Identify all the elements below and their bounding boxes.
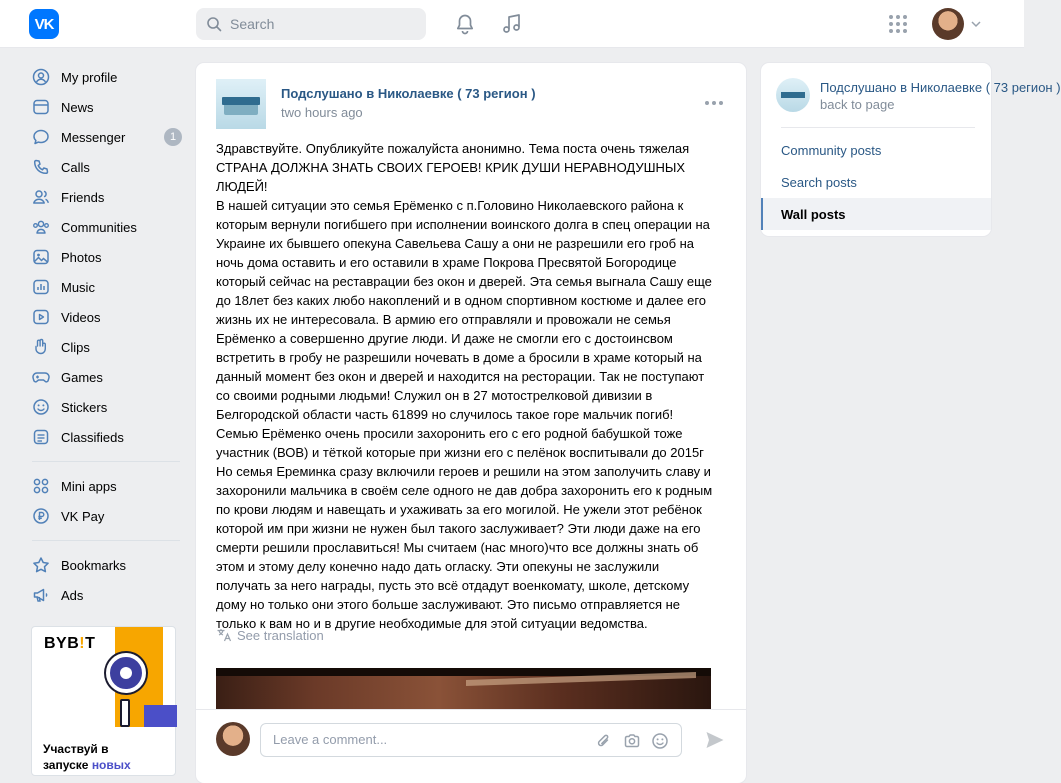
music-icon: [32, 278, 50, 296]
post-text: Здравствуйте. Опубликуйте пожалуйста анонимно. Тема поста очень тяжелая СТРАНА ДОЛЖНА ЗНАТЬ СВОИХ ГЕРОЕВ! КРИК ДУШИ НЕРАВНОДУШНЫХ ЛЮДЕЙ! В нашей ситуации это семья Ерёменко с п.Головино Николаевского района к которым вернули погибшего при исполнении воинского долга в спец операции на Украине их бывшего опекуна Савельева Сашу а они не разрешили его гроб на ночь дома оставить и его оставили в храме Покрова Пресвятой Богородице который сейчас на реставрации без окон и дверей. Эта семья выгнала Сашу еще до 18лет без каких любо накоплений и в одном спортивном костюме и далее его жизнь их не интересовала. В армию его отправляли и провожали не семья Ерёменко а совершенно другие люди. И даже не смогли его с достоинсвом встретить в гробу не разрешили ночевать в доме а бросили в храме который на данный момент без окон и дверей и находится на ресторации. Так не поступают со своими родными людьми! Служил он в 27 мотострелковой дивизии в Белгородской области часть 61899 но случилось такое горе мальчик погиб! Семью Ерёменко очень просили захоронить его с его родной бабушкой тоже участник (ВОВ) и тёткой которые при жизни его с пелёнок воспитывали до 2015г Но семья Ереминка сразу включили героев и решили на этом заполучить славу и захоронили мальчика в своём селе одного не дав добра захоронить его к родным по крови людям и навещать и ухаживать за его могилой. Не ужели этот ребёнок которой им при жизни не нужен был такого заслуживает? Эти люди даже на его смерти решили прославиться! Мы считаем (нас много)что все должны знать об этом и этому делу конечно надо дать огласку. Эти опекуны не заслужили получать за него награды, пусть это всё отдадут военкомату, школе, детскому дому но только они этого больше заслуживают. Это письмо отправляется не только к вам но и в другие необходимые для этой ситуации ведомства.: [216, 141, 713, 631]
ad-illustration-handle: [120, 699, 130, 727]
left-nav: [26, 62, 186, 610]
camera-icon[interactable]: [623, 732, 641, 750]
apps-grid-icon[interactable]: [888, 14, 908, 34]
search-input[interactable]: [230, 16, 420, 32]
ad-text: Участвуй в запуске новых: [43, 742, 131, 772]
magnifier-icon: [106, 653, 146, 693]
nav-label: Friends: [61, 189, 105, 205]
nav-label: My profile: [61, 69, 118, 85]
see-translation-label: See translation: [237, 627, 324, 643]
smile-icon: [32, 398, 50, 416]
sidebar-link-search-posts[interactable]: Search posts: [781, 174, 857, 190]
friends-icon: [32, 188, 50, 206]
nav-label: VK Pay: [61, 508, 105, 524]
post-author[interactable]: Подслушано в Николаевке ( 73 регион ): [281, 86, 536, 101]
nav-label: Mini apps: [61, 478, 117, 494]
nav-videos[interactable]: [26, 302, 186, 332]
nav-classifieds[interactable]: [26, 422, 186, 452]
profile-icon: [32, 68, 50, 86]
classifieds-icon: [32, 428, 50, 446]
chat-bubble-icon: [32, 128, 50, 146]
community-name[interactable]: Подслушано в Николаевке ( 73 регион ): [820, 80, 1061, 95]
ad-brand-logo: BYB!T: [44, 635, 96, 652]
search-icon: [206, 16, 222, 32]
community-avatar[interactable]: [216, 79, 266, 129]
nav-label: Messenger: [61, 129, 126, 145]
sidebar-divider: [781, 127, 975, 128]
nav-divider: [32, 461, 180, 462]
nav-label: News: [61, 99, 94, 115]
bell-icon[interactable]: [453, 12, 477, 36]
nav-vk-pay[interactable]: [26, 501, 186, 531]
comment-bar: [196, 709, 746, 768]
nav-label: Stickers: [61, 399, 108, 415]
nav-label: Bookmarks: [61, 557, 127, 573]
search-box[interactable]: [196, 8, 426, 40]
sidebar-link-community-posts[interactable]: Community posts: [781, 142, 882, 158]
send-icon[interactable]: [704, 729, 726, 751]
nav-music[interactable]: [26, 272, 186, 302]
nav-ads[interactable]: [26, 580, 186, 610]
clips-icon: [32, 338, 50, 356]
nav-label: Clips: [61, 339, 90, 355]
nav-games[interactable]: [26, 362, 186, 392]
nav-label: Games: [61, 369, 103, 385]
post-timestamp[interactable]: two hours ago: [281, 105, 363, 120]
nav-label: Calls: [61, 159, 90, 175]
nav-clips[interactable]: [26, 332, 186, 362]
translate-icon: [216, 627, 232, 643]
music-note-icon[interactable]: [500, 12, 524, 36]
star-icon: [32, 556, 50, 574]
nav-label: Ads: [61, 587, 84, 603]
emoji-icon[interactable]: [651, 732, 669, 750]
megaphone-icon: [32, 586, 50, 604]
nav-label: Classifieds: [61, 429, 124, 445]
user-avatar[interactable]: [932, 8, 964, 40]
gamepad-icon: [32, 368, 50, 386]
vk-pay-icon: [32, 507, 50, 525]
attach-icon[interactable]: [595, 732, 613, 750]
nav-photos[interactable]: [26, 242, 186, 272]
nav-label: Communities: [61, 219, 137, 235]
comment-input[interactable]: [273, 732, 573, 747]
nav-label: Music: [61, 279, 95, 295]
nav-friends[interactable]: [26, 182, 186, 212]
right-sidebar: [761, 63, 1061, 236]
sidebar-link-wall-posts[interactable]: Wall posts: [761, 198, 991, 230]
wall-post: [196, 63, 746, 783]
nav-my-profile[interactable]: [26, 62, 186, 92]
phone-icon: [32, 158, 50, 176]
communities-icon: [32, 218, 50, 236]
unread-badge: 1: [164, 128, 182, 146]
nav-divider: [32, 540, 180, 541]
nav-label: Videos: [61, 309, 101, 325]
back-to-page-link[interactable]: back to page: [820, 97, 895, 112]
top-header: [0, 0, 1024, 48]
nav-stickers[interactable]: [26, 392, 186, 422]
nav-messenger[interactable]: [26, 122, 186, 152]
mini-apps-icon: [32, 477, 50, 495]
comment-input-box[interactable]: [260, 723, 682, 757]
see-translation-link[interactable]: [216, 627, 324, 643]
nav-mini-apps[interactable]: [26, 471, 186, 501]
nav-bookmarks[interactable]: [26, 550, 186, 580]
vk-logo[interactable]: VK: [29, 9, 59, 39]
nav-communities[interactable]: [26, 212, 186, 242]
nav-calls[interactable]: [26, 152, 186, 182]
video-icon: [32, 308, 50, 326]
nav-news[interactable]: [26, 92, 186, 122]
more-options-icon[interactable]: [704, 99, 724, 107]
sidebar-ad[interactable]: [31, 626, 176, 776]
ad-illustration-bar: [144, 705, 177, 727]
photos-icon: [32, 248, 50, 266]
community-avatar-small[interactable]: [776, 78, 810, 112]
nav-label: Photos: [61, 249, 102, 265]
news-icon: [32, 98, 50, 116]
commenter-avatar: [216, 722, 250, 756]
chevron-down-icon[interactable]: [970, 18, 982, 30]
